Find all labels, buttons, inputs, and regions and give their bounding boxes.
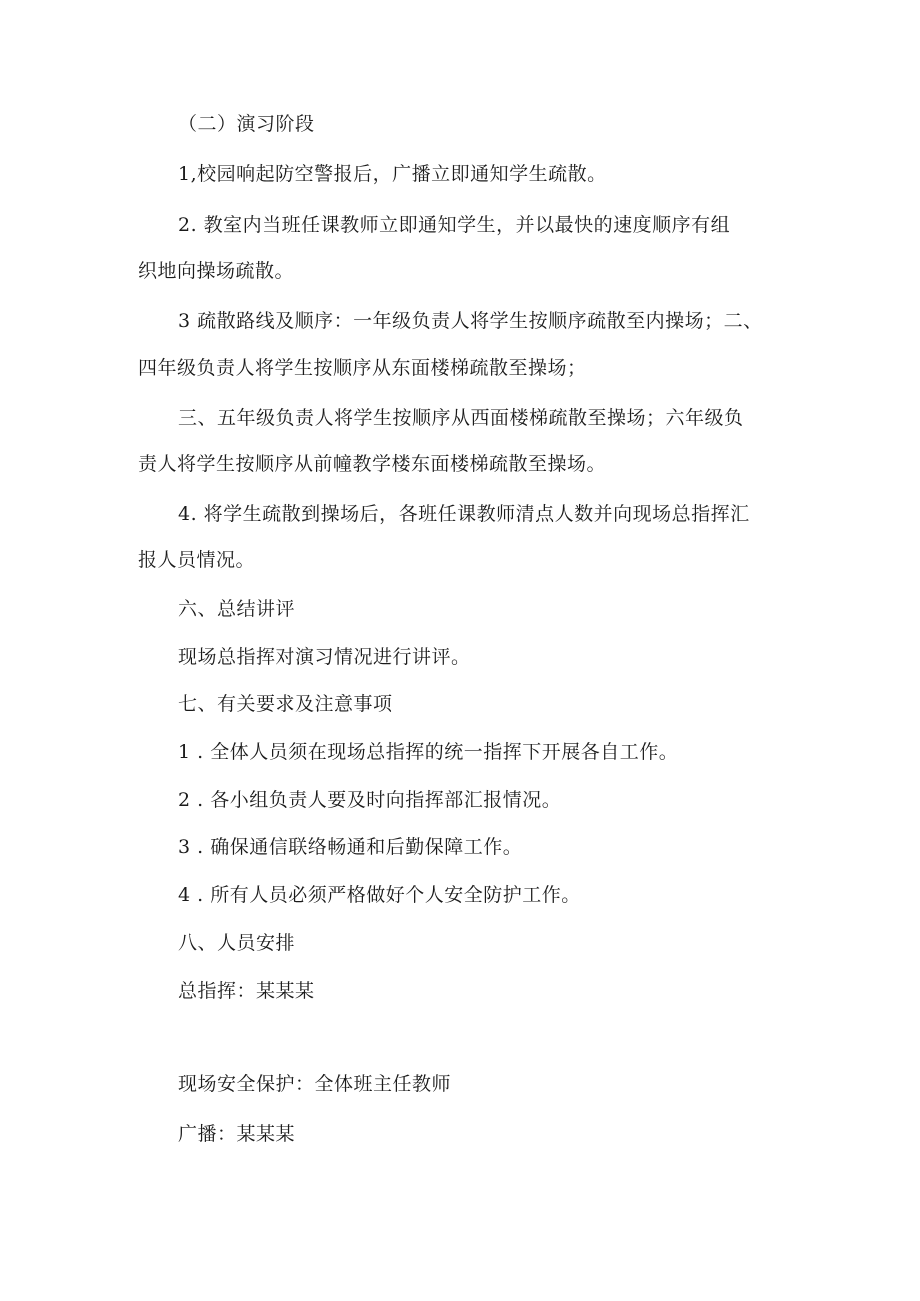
- staff-safety-protection: 现场安全保护：全体班主任教师: [178, 1073, 452, 1095]
- requirement-item-3: 3 . 确保通信联络畅通和后勤保障工作。: [178, 836, 523, 858]
- staff-commander: 总指挥：某某某: [178, 980, 315, 1002]
- requirement-item-2: 2 . 各小组负责人要及时向指挥部汇报情况。: [178, 789, 562, 811]
- paragraph-summary: 现场总指挥对演习情况进行讲评。: [178, 646, 471, 668]
- requirement-item-4: 4 . 所有人员必须严格做好个人安全防护工作。: [178, 884, 581, 906]
- staff-broadcast: 广播：某某某: [178, 1123, 296, 1145]
- section-heading-summary: 六、总结讲评: [178, 598, 296, 620]
- paragraph-step-1: 1,校园响起防空警报后，广播立即通知学生疏散。: [178, 163, 607, 185]
- paragraph-step-3-line-1: 3 疏散路线及顺序：一年级负责人将学生按顺序疏散至内操场；二、: [178, 310, 763, 332]
- paragraph-step-2-line-1: 2. 教室内当班任课教师立即通知学生，并以最快的速度顺序有组: [178, 214, 731, 236]
- section-heading-drill-stage: （二）演习阶段: [178, 113, 315, 135]
- paragraph-step-3b-line-1: 三、五年级负责人将学生按顺序从西面楼梯疏散至操场；六年级负: [178, 407, 744, 429]
- paragraph-step-2-line-2: 织地向操场疏散。: [138, 260, 295, 282]
- section-heading-requirements: 七、有关要求及注意事项: [178, 693, 393, 715]
- paragraph-step-4-line-1: 4. 将学生疏散到操场后，各班任课教师清点人数并向现场总指挥汇: [178, 503, 750, 525]
- requirement-item-1: 1 . 全体人员须在现场总指挥的统一指挥下开展各自工作。: [178, 741, 679, 763]
- paragraph-step-3b-line-2: 责人将学生按顺序从前幢教学楼东面楼梯疏散至操场。: [138, 453, 607, 475]
- paragraph-step-4-line-2: 报人员情况。: [138, 549, 256, 571]
- paragraph-step-3-line-2: 四年级负责人将学生按顺序从东面楼梯疏散至操场；: [138, 357, 587, 379]
- section-heading-staffing: 八、人员安排: [178, 932, 296, 954]
